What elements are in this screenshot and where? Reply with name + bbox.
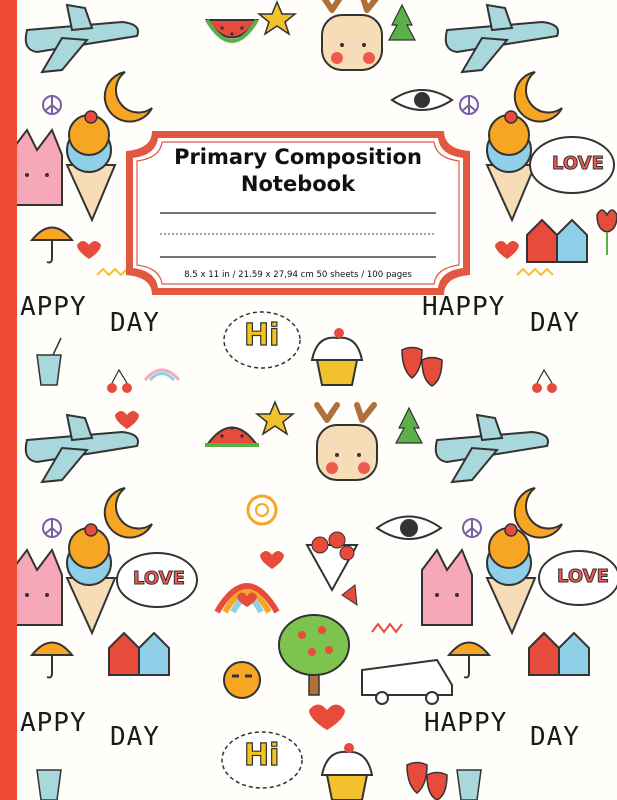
ice-cream-icon [487,524,535,633]
drink-icon [37,770,61,800]
zigzag-doodle [372,624,402,632]
deer-icon [317,405,377,480]
tree-icon [389,5,415,40]
eye-icon [377,517,441,540]
heart-icon [77,241,101,259]
happy-doodle-text: APPY [20,292,87,322]
bouquet-icon [307,532,357,605]
cover-title-line2: Notebook [240,172,356,196]
peace-sign-icon [460,96,478,114]
bunny-icon [422,550,472,625]
peace-sign-icon [43,519,61,537]
airplane-icon [436,415,548,482]
hi-doodle-text: Hi [244,738,280,773]
love-doodle-text: LOVE [557,566,609,587]
doodle-pattern [17,0,617,800]
bunny-icon [17,550,62,625]
heart-icon [115,411,139,429]
title-label [122,127,474,299]
star-icon [259,2,295,34]
cupcake-icon [322,743,372,800]
heart-icon [495,241,519,259]
moon-icon [515,72,562,122]
moon-icon [105,72,152,122]
airplane-icon [446,5,558,72]
cover-title-line1: Primary Composition [174,145,422,169]
moon-icon [105,488,152,538]
ice-cream-icon [67,524,115,633]
heart-icon [260,551,284,569]
drink-icon [37,338,61,385]
cover-specs: 8.5 x 11 in / 21.59 x 27,94 cm 50 sheets / 100 pages [184,270,412,280]
watermelon-icon [205,426,259,445]
zigzag-doodle [517,269,553,275]
bunny-icon [17,130,62,205]
strawberry-icon [402,348,442,387]
airplane-icon [26,5,138,72]
love-doodle-text: LOVE [133,568,185,589]
eye-icon [392,90,452,110]
ice-cream-icon [67,111,115,220]
happy-doodle-text: HAPPY [424,708,508,738]
happy-doodle-text: APPY [20,708,87,738]
moon-icon [515,488,562,538]
sun-icon [224,662,260,698]
day-doodle-text: DAY [530,308,580,338]
cupcake-icon [312,328,362,385]
watermelon-icon [207,20,257,41]
airplane-icon [26,415,138,482]
umbrella-icon [32,643,72,678]
umbrella-icon [32,228,72,263]
strawberry-icon [407,763,447,800]
peace-sign-icon [463,519,481,537]
sun-icon [248,496,276,524]
apple-tree-icon [279,615,349,695]
umbrella-icon [449,643,489,678]
heart-icon [309,705,345,731]
day-doodle-text: DAY [110,308,160,338]
houses-icon [527,220,587,262]
day-doodle-text: DAY [110,722,160,752]
love-doodle-text: LOVE [552,153,604,174]
peace-sign-icon [43,96,61,114]
houses-icon [109,633,169,675]
red-spine-strip [0,0,17,800]
star-icon [257,402,293,434]
drink-icon [457,770,481,800]
tree-icon [396,408,422,443]
cherries-icon [107,370,132,393]
houses-icon [529,633,589,675]
ice-cream-icon [487,111,535,220]
bus-icon [362,660,452,704]
flower-icon [597,210,617,255]
hi-doodle-text: Hi [244,318,280,353]
cherries-icon [532,370,557,393]
rainbow-icon [145,370,179,380]
deer-icon [322,0,382,70]
day-doodle-text: DAY [530,722,580,752]
happy-doodle-text: HAPPY [422,292,506,322]
